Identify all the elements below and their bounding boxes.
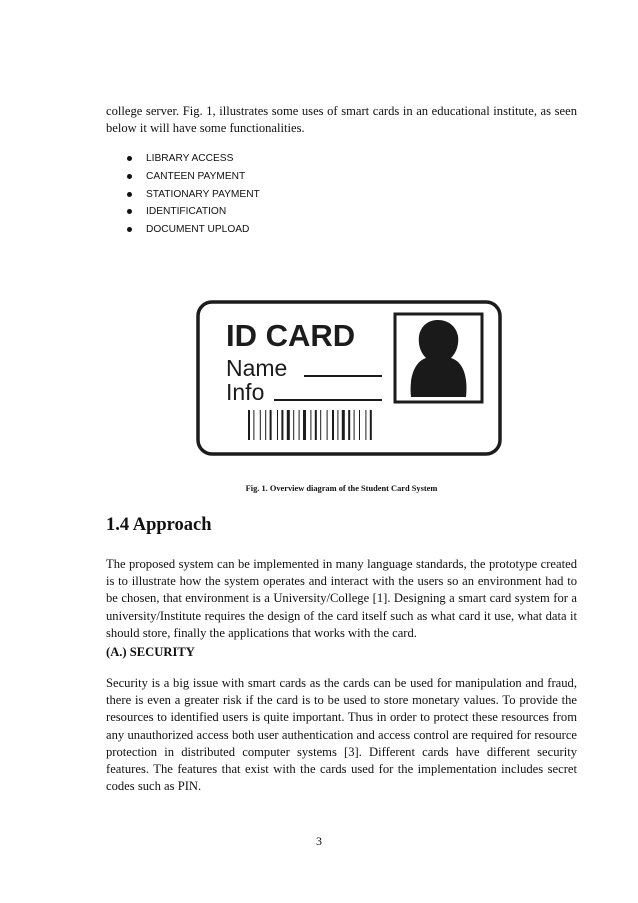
barcode-bar [281,410,283,440]
page-number: 3 [316,834,322,848]
bullet-icon [127,192,132,197]
list-item: IDENTIFICATION [124,203,260,221]
barcode-bar [348,410,350,440]
barcode-bar [359,410,360,440]
list-item: DOCUMENT UPLOAD [124,221,260,239]
card-info-label: Info [226,379,265,405]
barcode-bar [293,410,294,440]
functionality-list [124,150,260,239]
section-heading: 1.4 Approach [106,515,212,535]
bullet-icon [127,156,132,161]
barcode-bar [327,410,328,440]
barcode-bar [332,410,334,440]
barcode-bar [354,410,355,440]
barcode-bar [299,410,300,440]
barcode-bar [320,410,321,440]
intro-paragraph: college server. Fig. 1, illustrates some uses of smart cards in an educational institute, as seen below it will have some functionalities. [106,104,577,136]
barcode-bar [287,410,290,440]
list-item: LIBRARY ACCESS [124,150,260,168]
barcode-bar [248,410,250,440]
figure-caption: Fig. 1. Overview diagram of the Student Card System [245,484,438,493]
barcode-bar [365,410,366,440]
barcode-bar [342,410,345,440]
security-paragraph: Security is a big issue with smart cards as the cards can be used for manipulation and fraud, there is even a greater risk if the card is to be used to store monetary values. To provide the resources to identified users is quite important. Thus in order to protect these resources from any unauthorized access both user authentication and access control are required for resource protection in distributed computer systems [3]. Different cards have different security features. The features that exist with the cards used for the implementation includes secret codes such as PIN. [106,676,577,794]
bullet-icon [127,209,132,214]
id-card-figure [196,300,502,456]
barcode-bar [270,410,272,440]
security-subheading: (A.) SECURITY [106,645,195,659]
card-title: ID CARD [226,318,356,353]
barcode-bar [370,410,372,440]
barcode-bar [260,410,261,440]
barcode-bar [303,410,306,440]
list-item: CANTEEN PAYMENT [124,168,260,186]
barcode-bar [253,410,254,440]
barcode-bar [315,410,317,440]
barcode-bar [265,410,266,440]
barcode-bar [310,410,311,440]
approach-paragraph: The proposed system can be implemented in many language standards, the prototype created is to illustrate how the system operates and interact with the users so an environment had to be chosen, that environment is a University/College [1]. Designing a smart card system for a university/Institute requires the design of the card itself such as what card it use, what data it should store, finally the applications that works with the card. [106,557,577,640]
bullet-icon [127,227,132,232]
barcode-bar [277,410,278,440]
bullet-icon [127,174,132,179]
id-card-illustration [196,300,502,456]
card-name-label: Name [226,355,288,381]
barcode-bar [337,410,338,440]
list-item: STATIONARY PAYMENT [124,186,260,204]
